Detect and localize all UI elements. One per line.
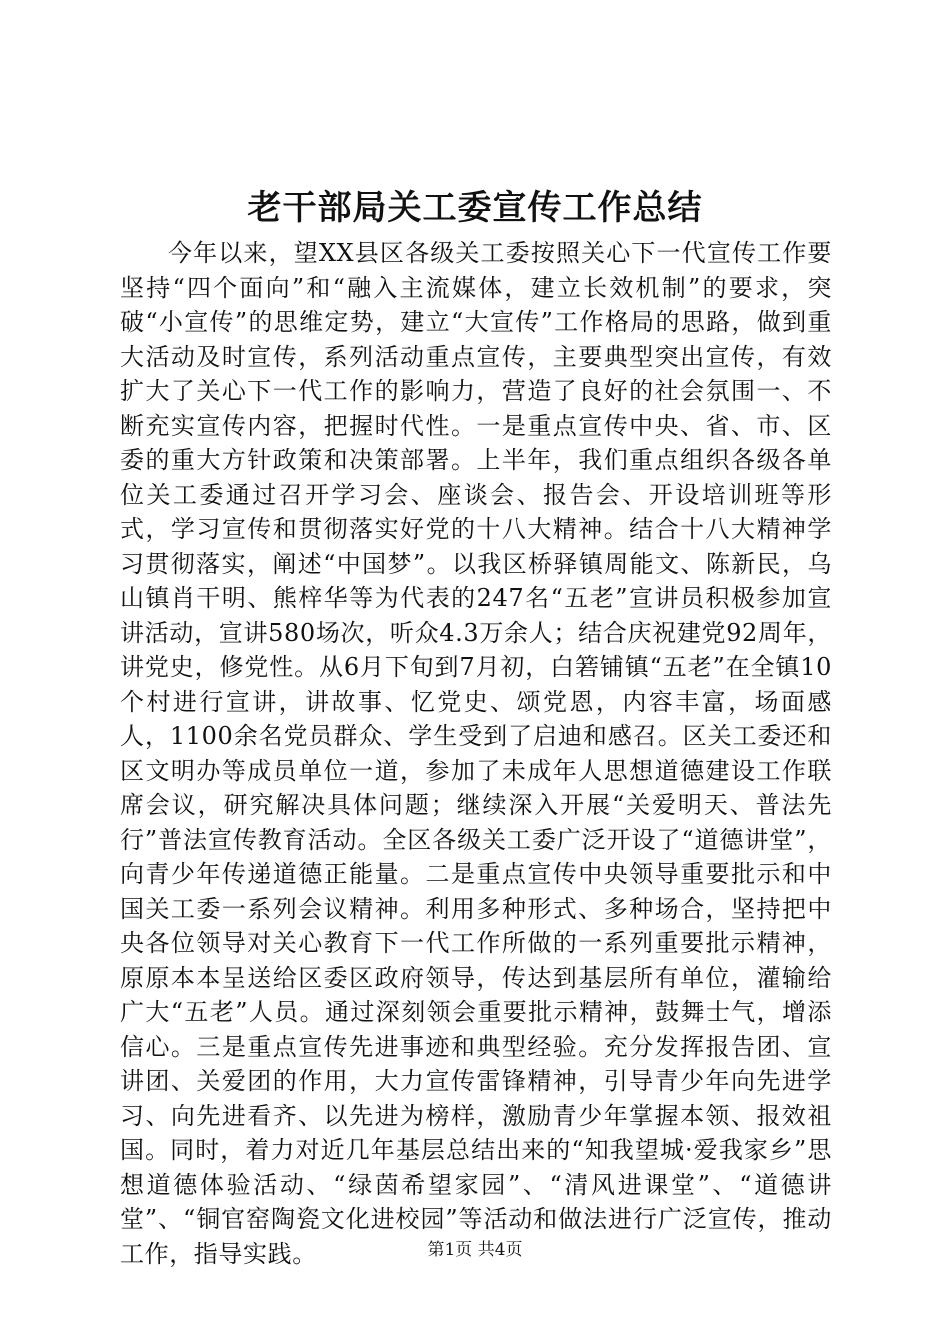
document-title: 老干部局关工委宣传工作总结 <box>247 188 703 228</box>
document-body-paragraph: 今年以来，望XX县区各级关工委按照关心下一代宣传工作要坚持“四个面向”和“融入主流媒体，建立长效机制”的要求，突破“小宣传”的思维定势，建立“大宣传”工作格局的思路，做到重大活动及时宣传，系列活动重点宣传，主要典型突出宣传，有效扩大了关心下一代工作的影响力，营造了良好的社会氛围一、不断充实宣传内容，把握时代性。一是重点宣传中央、省、市、区委的重大方针政策和决策部署。上半年，我们重点组织各级各单位关工委通过召开学习会、座谈会、报告会、开设培训班等形式，学习宣传和贯彻落实好党的十八大精神。结合十八大精神学习贯彻落实，阐述“中国梦”。以我区桥驿镇周能文、陈新民，乌山镇肖干明、熊梓华等为代表的247名“五老”宣讲员积极参加宣讲活动，宣讲580场次，听众4.3万余人；结合庆祝建党92周年，讲党史，修党性。从6月下旬到7月初，白箬铺镇“五老”在全镇10个村进行宣讲，讲故事、忆党史、颂党恩，内容丰富，场面感人，1100余名党员群众、学生受到了启迪和感召。区关工委还和区文明办等成员单位一道，参加了未成年人思想道德建设工作联席会议，研究解决具体问题；继续深入开展“关爱明天、普法先行”普法宣传教育活动。全区各级关工委广泛开设了“道德讲堂”，向青少年传递道德正能量。二是重点宣传中央领导重要批示和中国关工委一系列会议精神。利用多种形式、多种场合，坚持把中央各位领导对关心教育下一代工作所做的一系列重要批示精神，原原本本呈送给区委区政府领导，传达到基层所有单位，灌输给广大“五老”人员。通过深刻领会重要批示精神，鼓舞士气，增添信心。三是重点宣传先进事迹和典型经验。充分发挥报告团、宣讲团、关爱团的作用，大力宣传雷锋精神，引导青少年向先进学习、向先进看齐、以先进为榜样，激励青少年掌握本领、报效祖国。同时，着力对近几年基层总结出来的“知我望城·爱我家乡”思想道德体验活动、“绿茵希望家园”、“清风进课堂”、“道德讲堂”、“铜官窑陶瓷文化进校园”等活动和做法进行广泛宣传，推动工作，指导实践。 <box>120 239 832 1268</box>
page-number-footer: 第1页 共4页 <box>427 1240 523 1260</box>
